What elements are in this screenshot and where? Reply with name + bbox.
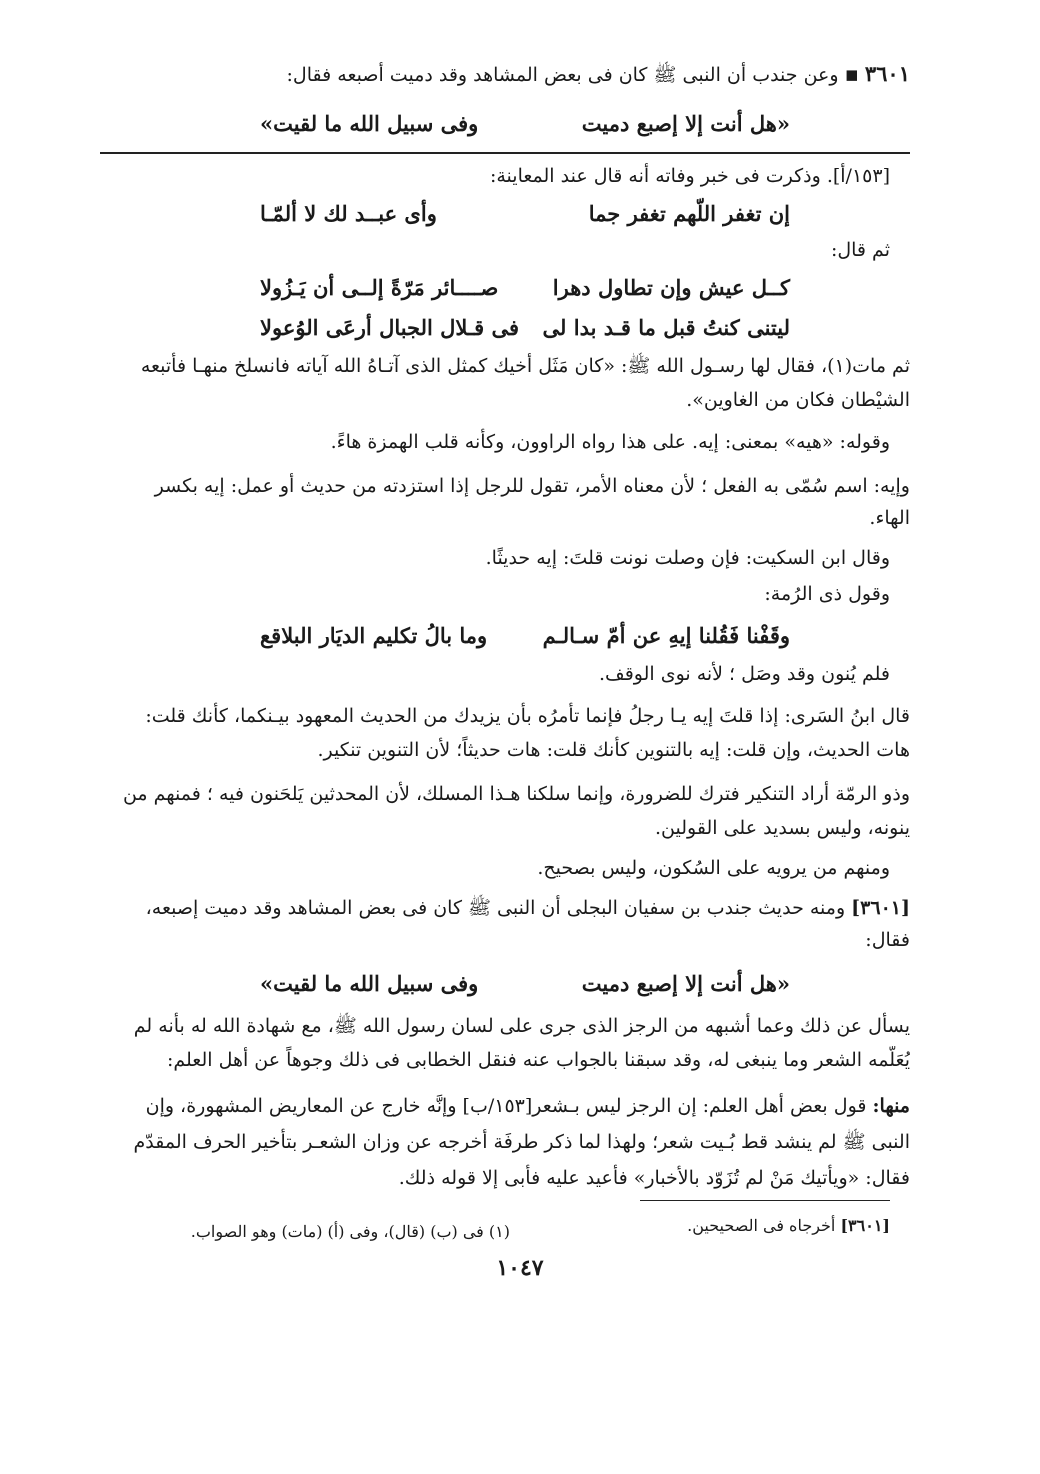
paragraph [100, 1092, 910, 1120]
paragraph: يسأل عن ذلك وعما أشبهه من الرجز الذى جرى على لسان رسول الله ﷺ، مع شهادة الله له بأنه لم [133, 1015, 910, 1037]
paragraph [100, 894, 910, 922]
number-dash: ▪ [844, 61, 859, 86]
paragraph-text: قول بعض أهل العلم: إن الرجز ليس بـشعر[١٥٣/ب] وإنَّه خارج عن المعاريض المشهورة، وإن [145, 1095, 867, 1117]
hadith-number: ٣٦٠١ [864, 61, 910, 86]
paragraph: الهاء. [869, 507, 910, 529]
footnote-number: [٣٦٠١] [840, 1216, 890, 1235]
paragraph: وقول ذى الرُمة: [764, 583, 890, 605]
verse [200, 198, 840, 230]
verse-hemistich-1: كــل عيش وإن تطاول دهرا [552, 275, 790, 300]
paragraph: ينونه، وليس بسديد على القولين. [655, 817, 910, 839]
verse-hemistich-2: صــــائر مَرّةً إلــى أن يَـزُولا [260, 275, 499, 300]
paragraph: يُعَلّمه الشعر وما ينبغى له، وقد سبقنا بالجواب عنه فنقل الخطابى فى ذلك وجوهاً عن أهل العلم: [166, 1049, 910, 1071]
header-verse [200, 108, 840, 140]
paragraph: وقوله: «هيه» بمعنى: إيه. على هذا رواه الراوون، وكأنه قلب الهمزة هاءً. [330, 431, 890, 453]
paragraph: فلم يُنون وقد وصَل ؛ لأنه نوى الوقف. [598, 663, 890, 685]
paragraph: ثم قال: [830, 239, 890, 261]
page-number: ١٠٤٧ [496, 1255, 544, 1281]
paragraph: قال ابنُ السَرى: إذا قلتَ إيه يـا رجلُ فإنما تأمرُه بأن يزيدك من الحديث المعهود بيـنكما، كأنك قلت: [145, 705, 910, 727]
verse-hemistich-2: وفى سبيل الله ما لقيت» [260, 971, 479, 996]
footnote-text: أخرجاه فى الصحيحين. [687, 1216, 836, 1235]
paragraph: فقال: «ويأتيك مَنْ لم تُزَوّد بالأخبار» فأعيد عليه فأبى إلا قوله ذلك. [398, 1167, 910, 1189]
footnote-left: (١) فى (ب) (قال)، وفى (أ) (مات) وهو الصواب. [190, 1222, 510, 1241]
paragraph: وقال ابن السكيت: فإن وصلت نونت قلتَ: إيه حديثًا. [485, 547, 890, 569]
verse-hemistich-2: وما بالُ تكليم الديَار البلاقع [260, 623, 488, 648]
verse [200, 620, 840, 652]
footnote-right [687, 1214, 890, 1238]
paragraph: الشيْطان فكان من الغاوين». [686, 389, 910, 411]
paragraph-text: ومنه حديث جندب بن سفيان البجلى أن النبى ﷺ كان فى بعض المشاهد وقد دميت إصبعه، [145, 897, 846, 919]
verse-hemistich-2: وأى عبــد لك لا ألمّـا [260, 201, 437, 226]
paragraph: ومنهم من يرويه على السُكون، وليس بصحيح. [537, 857, 890, 879]
hadith-number: [٣٦٠١] [851, 897, 910, 919]
verse [200, 312, 840, 344]
paragraph: فقال: [865, 929, 910, 951]
paragraph: ثم مات(١)، فقال لها رسـول الله ﷺ: «كان مَثَل أخيك كمثل الذى آتـاهُ الله آياته فانسلخ منهـا فأتبعه [140, 355, 910, 377]
header-line [100, 60, 910, 89]
verse-hemistich-1: وقَفْنا فَقُلنا إيهِ عن أمّ سـالـم [542, 623, 790, 648]
paragraph-lead: منها: [872, 1095, 910, 1117]
header-text: وعن جندب أن النبى ﷺ كان فى بعض المشاهد وقد دميت أصبعه فقال: [286, 64, 839, 86]
verse-hemistich-1: إن تغفر اللّهم تغفر جما [588, 201, 790, 226]
verse [200, 968, 840, 1000]
paragraph: وذو الرمّة أراد التنكير فترك للضرورة، وإنما سلكنا هـذا المسلك، لأن المحدثين يَلحَنون فيه ؛ فمنهم من [122, 783, 910, 805]
verse-hemistich-1: «هل أنت إلا إصبع دميت [581, 111, 790, 136]
verse-hemistich-1: «هل أنت إلا إصبع دميت [581, 971, 790, 996]
paragraph: وإيه: اسم سُمّى به الفعل ؛ لأن معناه الأمر، تقول للرجل إذا استزدته من حديث أو عمل: إيه بكسر [154, 475, 910, 497]
verse [200, 272, 840, 304]
verse-hemistich-2: وفى سبيل الله ما لقيت» [260, 111, 479, 136]
verse-hemistich-1: ليتنى كنتُ قبل ما قـد بدا لى [542, 315, 790, 340]
header-rule [100, 152, 910, 154]
footnote-rule [640, 1200, 890, 1201]
verse-hemistich-2: فى قـلال الجبال أرعَى الوُعولا [260, 315, 519, 340]
paragraph: هات الحديث، وإن قلت: إيه بالتنوين كأنك قلت: هات حديثاً؛ لأن التنوين تنكير. [317, 739, 910, 761]
paragraph: [١٥٣/أ]. وذكرت فى خبر وفاته أنه قال عند المعاينة: [489, 165, 890, 187]
paragraph: النبى ﷺ لم ينشد قط بُـيت شعر؛ ولهذا لما ذكر طرفَة أخرجه عن وزان الشعـر بتأخير الحرف المقدّم [133, 1131, 910, 1153]
